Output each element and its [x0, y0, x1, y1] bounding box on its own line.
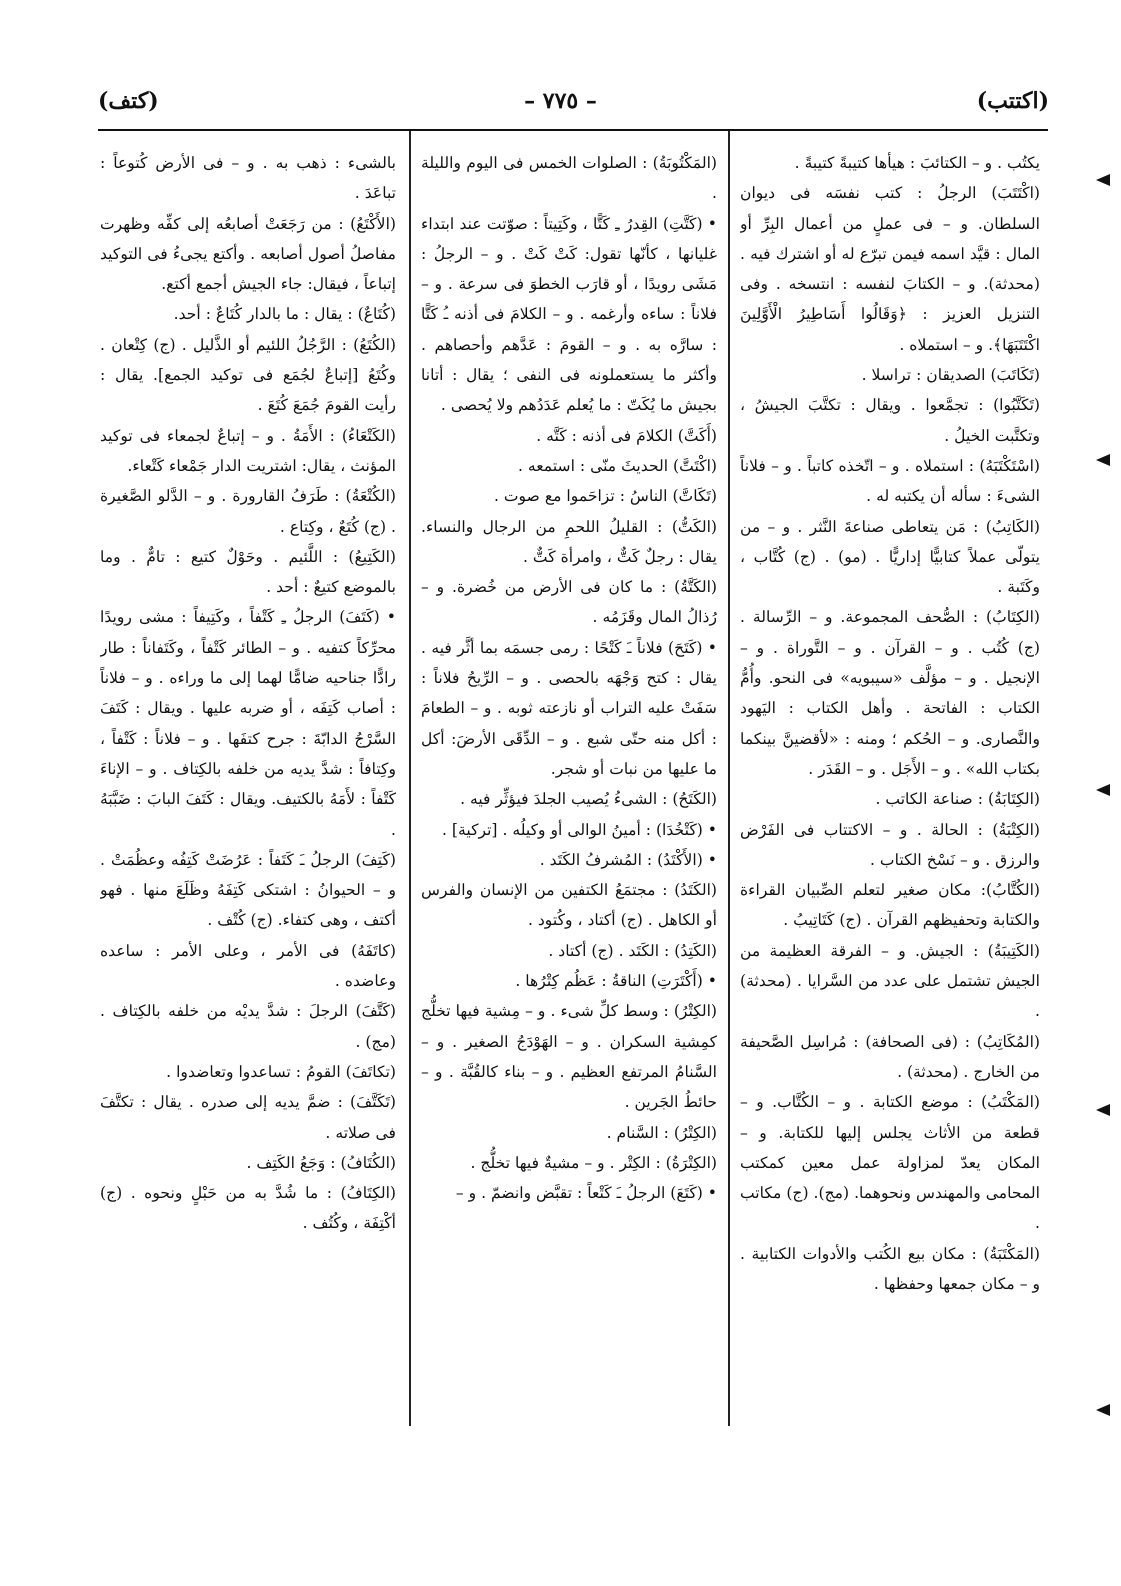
- entry: • (الأَكْتَدُ) : المُشرفُ الكَتَد .: [539, 850, 717, 869]
- column-middle: [421, 148, 717, 1428]
- entry: (الكَتِيبَةُ) : الجيش. و – الفرقة العظيمة من الجيش تشتمل على عدد من السَّرايا . (محدثة) .: [740, 941, 1040, 1021]
- entry: • (أَكْتَرَتِ) الناقةُ : عَظُم كِتْرُها .: [515, 972, 717, 991]
- entry: (المَكْتُوبَةُ) : الصلوات الخمس فى اليوم والليلة .: [421, 154, 717, 203]
- entry: (الكَتْعَاءُ) : الأَمَةُ . و – إتباعٌ لجمعاء فى توكيد المؤنث ، يقال: اشتريت الدار جَمْعاء كَتْعاء.: [100, 426, 396, 475]
- edge-mark-icon: [1094, 782, 1110, 798]
- entry: (تَكَتَّفَ) : ضمَّ يديه إلى صدره . يقال : تكتَّفَ فى صلاته .: [100, 1093, 396, 1142]
- entry: (الكِتْرُ) : وسط كلِّ شىء . و – مِشية فيها تخلُّج كمِشية السكران . و – الهَوْدَجُ الصغير . و – السَّنامُ المرتفع العظيم . و – بناء كالقُبَّة . و – حائطُ الجَرين .: [421, 1002, 717, 1112]
- entry: (الكِتْرُ) : السَّنام .: [606, 1123, 717, 1142]
- entry: (المَكْتَبَةُ) : مكان بيع الكُتب والأدوات الكتابية . و – مكان جمعها وحفظها .: [740, 1244, 1040, 1293]
- entry: (الكَاتِبُ) : مَن يتعاطى صناعةَ النَّثر . و – من يتولّى عملاً كتابيًّا إداريًّا . (مو) . (ج) كُتَّاب ، وكَتَبة .: [740, 517, 1040, 597]
- entry: (الكُتْعَةُ) : طَرَفُ القارورة . و – الدَّلو الصَّغيرة . (ج) كُتَعٌ ، وكِتاع .: [100, 487, 396, 536]
- entry: (اكْتَتَّ) الحديثَ منّى : استمعه .: [518, 456, 717, 475]
- edge-mark-icon: [1094, 1102, 1110, 1118]
- header-right-keyword: (اكتتب): [976, 88, 1049, 114]
- entry: (الكَتَحُ) : الشىءُ يُصيب الجلدَ فيؤثِّر فيه .: [460, 790, 717, 809]
- entry: (تكاتَفَ) القومُ : تساعدوا وتعاضدوا .: [166, 1062, 396, 1081]
- entry: يكتُب . و – الكتائبَ : هيأها كتيبةً كتيبةً .: [794, 154, 1040, 172]
- column-divider-right: [728, 131, 730, 1426]
- entry: • (كَتْخُدَا) : أمينُ الوالى أو وكيلُه . [تركية] .: [442, 820, 717, 839]
- edge-mark-icon: [1094, 172, 1110, 188]
- entry: (اكْتَتَبَ) الرجلُ : كتب نفسَه فى ديوان السلطان. و – فى عملٍ من أعمال البِرِّ أو المال : قيَّد اسمه فيمن تبرّع له أو اشترك فيه . (محدثة). و – الكتابَ لنفسه : انتسخه . وفى التنزيل العزيز : ﴿وَقَالُوا أَسَاطِيرُ الْأَوَّلِينَ اكْتَتَبَهَا﴾. و – استملاه .: [740, 184, 1040, 354]
- column-left: [100, 148, 396, 1428]
- entry: (أَكَتَّ) الكلامَ فى أذنه : كَتَّه .: [536, 426, 717, 445]
- entry: (كَتَّفَ) الرجلَ : شدَّ يديْه من خلفه بالكِتاف . (مج) .: [100, 1002, 396, 1051]
- entry: • (كَتَحَ) فلاناً ـَ كَتْحًا : رمى جسمَه بما أثَّر فيه . يقال : كتح وَجْهَه بالحصى . و – الرِّيحُ فلاناً : سَفَتْ عليه التراب أو نازعته ثوبه . و – الطعامَ : أكل منه حتّى شبع . و – الدِّقَى الأرضَ: أكل ما عليها من نبات أو شجر.: [421, 638, 717, 778]
- entry: (الكُتَافُ) : وَجَعُ الكَتِف .: [246, 1153, 396, 1172]
- entry: (الكَتُّ) : القليلُ اللحمِ من الرجال والنساء. يقال : رجلٌ كَتٌّ ، وامرأة كَتٌّ .: [421, 517, 717, 566]
- entry: (تَكَاتَبَ) الصديقان : تراسلا .: [861, 366, 1040, 385]
- entry: (الكَتَّةُ) : ما كان فى الأرض من خُضرة. و – رُذالُ المال وقَزَمُه .: [421, 578, 717, 627]
- column-right: [740, 148, 1040, 1428]
- entry: • (كَتَّتِ) القِدرُ ـِ كَتًّا ، وكَتِيتاً : صوّتت عند ابتداء غليانها ، كأنّها تقول: كَتْ كَتْ . و – الرجلُ : مَشَى رويدًا ، أو قارَب الخطوَ فى سرعة . و – فلاناً : ساءه وأرغمه . و – الكلامَ فى أذنه ـُ كَتًّا : سارَّه به . و – القومَ : عَدَّهم وأحصاهم . وأكثر ما يستعملونه فى النفى ؛ يقال : أتانا بجيش ما يُكَتّ : ما يُعلم عَدَدُهم ولا يُحصى .: [421, 214, 717, 415]
- edge-mark-icon: [1094, 452, 1110, 468]
- entry: (الكَتَدُ) : مجتمَعُ الكتفين من الإنسان والفرس أو الكاهل . (ج) أكتاد ، وكُتود .: [421, 881, 717, 930]
- entry: بالشىء : ذهب به . و – فى الأرض كُتوعاً : تباعَدَ .: [100, 154, 396, 203]
- entry: (تَكَاتَّ) الناسُ : تزاحَموا مع صوت .: [493, 487, 717, 506]
- header-left-keyword: (كتف): [98, 88, 159, 114]
- entry: (كاتَفَهُ) فى الأمر ، وعلى الأمر : ساعده وعاضده .: [100, 941, 396, 991]
- entry: (الكِتْرَةُ) : الكِتْر . و – مشيةٌ فيها تخلُّج .: [470, 1153, 717, 1172]
- entry: (الكِتَابَةُ) : صناعة الكاتب .: [875, 790, 1040, 809]
- entry: • (كَتَفَ) الرجلُ ـِ كَتْفاً ، وكَتِيفاً : مشى رويدًا محرِّكاً كتفيه . و – الطائر كَتْفاً ، وكَتَفاناً : طار رادًّا جناحيه ضامًّا لهما إلى ما وراءه . و – فلاناً : أصاب كَتِفَه ، أو ضربه عليها . ويقال : كَتَفَ السَّرْجُ الدابّةَ : جرح كتفَها . و – فلاناً : كَتْفاً ، وكِتافاً : شدَّ يديه من خلفه بالكِتاف . و – الإناءَ كَتْفاً : لأَمَهُ بالكتيف. ويقال : كَتَفَ البابَ : ضَبَّبَهُ .: [100, 608, 396, 839]
- entry: (الكِتْبَةُ) : الحالة . و – الاكتتاب فى الفَرْض والرزق . و – نَسْخ الكتاب .: [740, 820, 1040, 869]
- entry: (المُكَاتِبُ) : (فى الصحافة) : مُراسِل الصَّحيفة من الخارج . (محدثة) .: [740, 1032, 1040, 1081]
- entry: (كَتِفَ) الرجلُ ـَ كَتَفاً : عَرُضَتْ كَتِفُه وعظُمَتْ . و – الحيوانُ : اشتكى كَتِفَهُ وظَلَعَ منها . فهو أكتف ، وهى كتفاء. (ج) كُتْف .: [100, 850, 396, 930]
- entry: (الكِتَابُ) : الصُّحف المجموعة. و – الرِّسالة . (ج) كُتُب . و – القرآن . و – التَّوراة . و – الإنجيل . و – مؤلَّف «سيبويه» فى النحو. وأُمُّ الكتاب : الفاتحة . وأهل الكتاب : اليَهود والنَّصارى. و – الحُكم ؛ ومنه : «لأقضينَّ بينكما بكتاب الله» . و – الأَجَل . و – القَدَر .: [740, 608, 1040, 778]
- entry: (الكَتِيعُ) : اللَّئيم . وحَوْلٌ كتيع : تامٌّ . وما بالموضع كتيعٌ : أحد .: [100, 547, 396, 597]
- edge-mark-icon: [1094, 1402, 1110, 1418]
- entry: (تَكَتَّبُوا) : تجمَّعوا . ويقال : تكتَّبَ الجيشُ ، وتكتَّبت الخيلُ .: [740, 396, 1040, 445]
- entry: (اسْتَكْتَبَهُ) : استملاه . و – اتّخذه كاتباً . و – فلاناً الشىءَ : سأله أن يكتبه له .: [740, 456, 1040, 506]
- entry: (الكُتَعُ) : الرَّجُلُ اللئيم أو الذَّليل . (ج) كِتْعان . وكُتَعُ [إتباعٌ لجُمَع فى توكيد الجمع]. يقال : رأيت القومَ جُمَعَ كُتَعَ .: [100, 335, 396, 415]
- entry: (الكُتَّابُ): مكان صغير لتعلم الصِّبيان القراءة والكتابة وتحفيظهم القرآن . (ج) كَتَاتِيبُ .: [740, 881, 1040, 930]
- page-number: – ٧٧٥ –: [524, 88, 597, 114]
- header-rule: [98, 129, 1048, 131]
- entry: (المَكْتَبُ) : موضع الكتابة . و – الكُتَّاب. و – قطعة من الأثاث يجلس إليها للكتابة. و – المكان يعدّ لمزاولة عمل معين كمكتب المحامى والمهندس ونحوهما. (مج). (ج) مكاتب .: [740, 1093, 1040, 1233]
- entry: (كُتَاعٌ) : يقال : ما بالدار كُتَاعٌ : أحد.: [173, 305, 396, 324]
- column-divider-left: [409, 131, 411, 1426]
- entry: (الكَتِدُ) : الكَتَد . (ج) أكتاد .: [548, 941, 717, 960]
- entry: (الكِتَافُ) : ما شُدَّ به من حَبْلٍ ونحوه . (ج) أكْتِفَة ، وكُتُف .: [100, 1184, 396, 1233]
- entry: (الأَكْتَعُ) : من رَجَعَتْ أصابعُه إلى كفِّه وظهرت مفاصلُ أصول أصابعه . وأكتع يجىءُ فى التوكيد إتباعاً ، فيقال: جاء الجيش أجمع أكتع.: [100, 214, 396, 294]
- entry: • (كَتَعَ) الرجلُ ـَ كَتْعاً : تقبَّض وانضمّ . و –: [455, 1184, 717, 1203]
